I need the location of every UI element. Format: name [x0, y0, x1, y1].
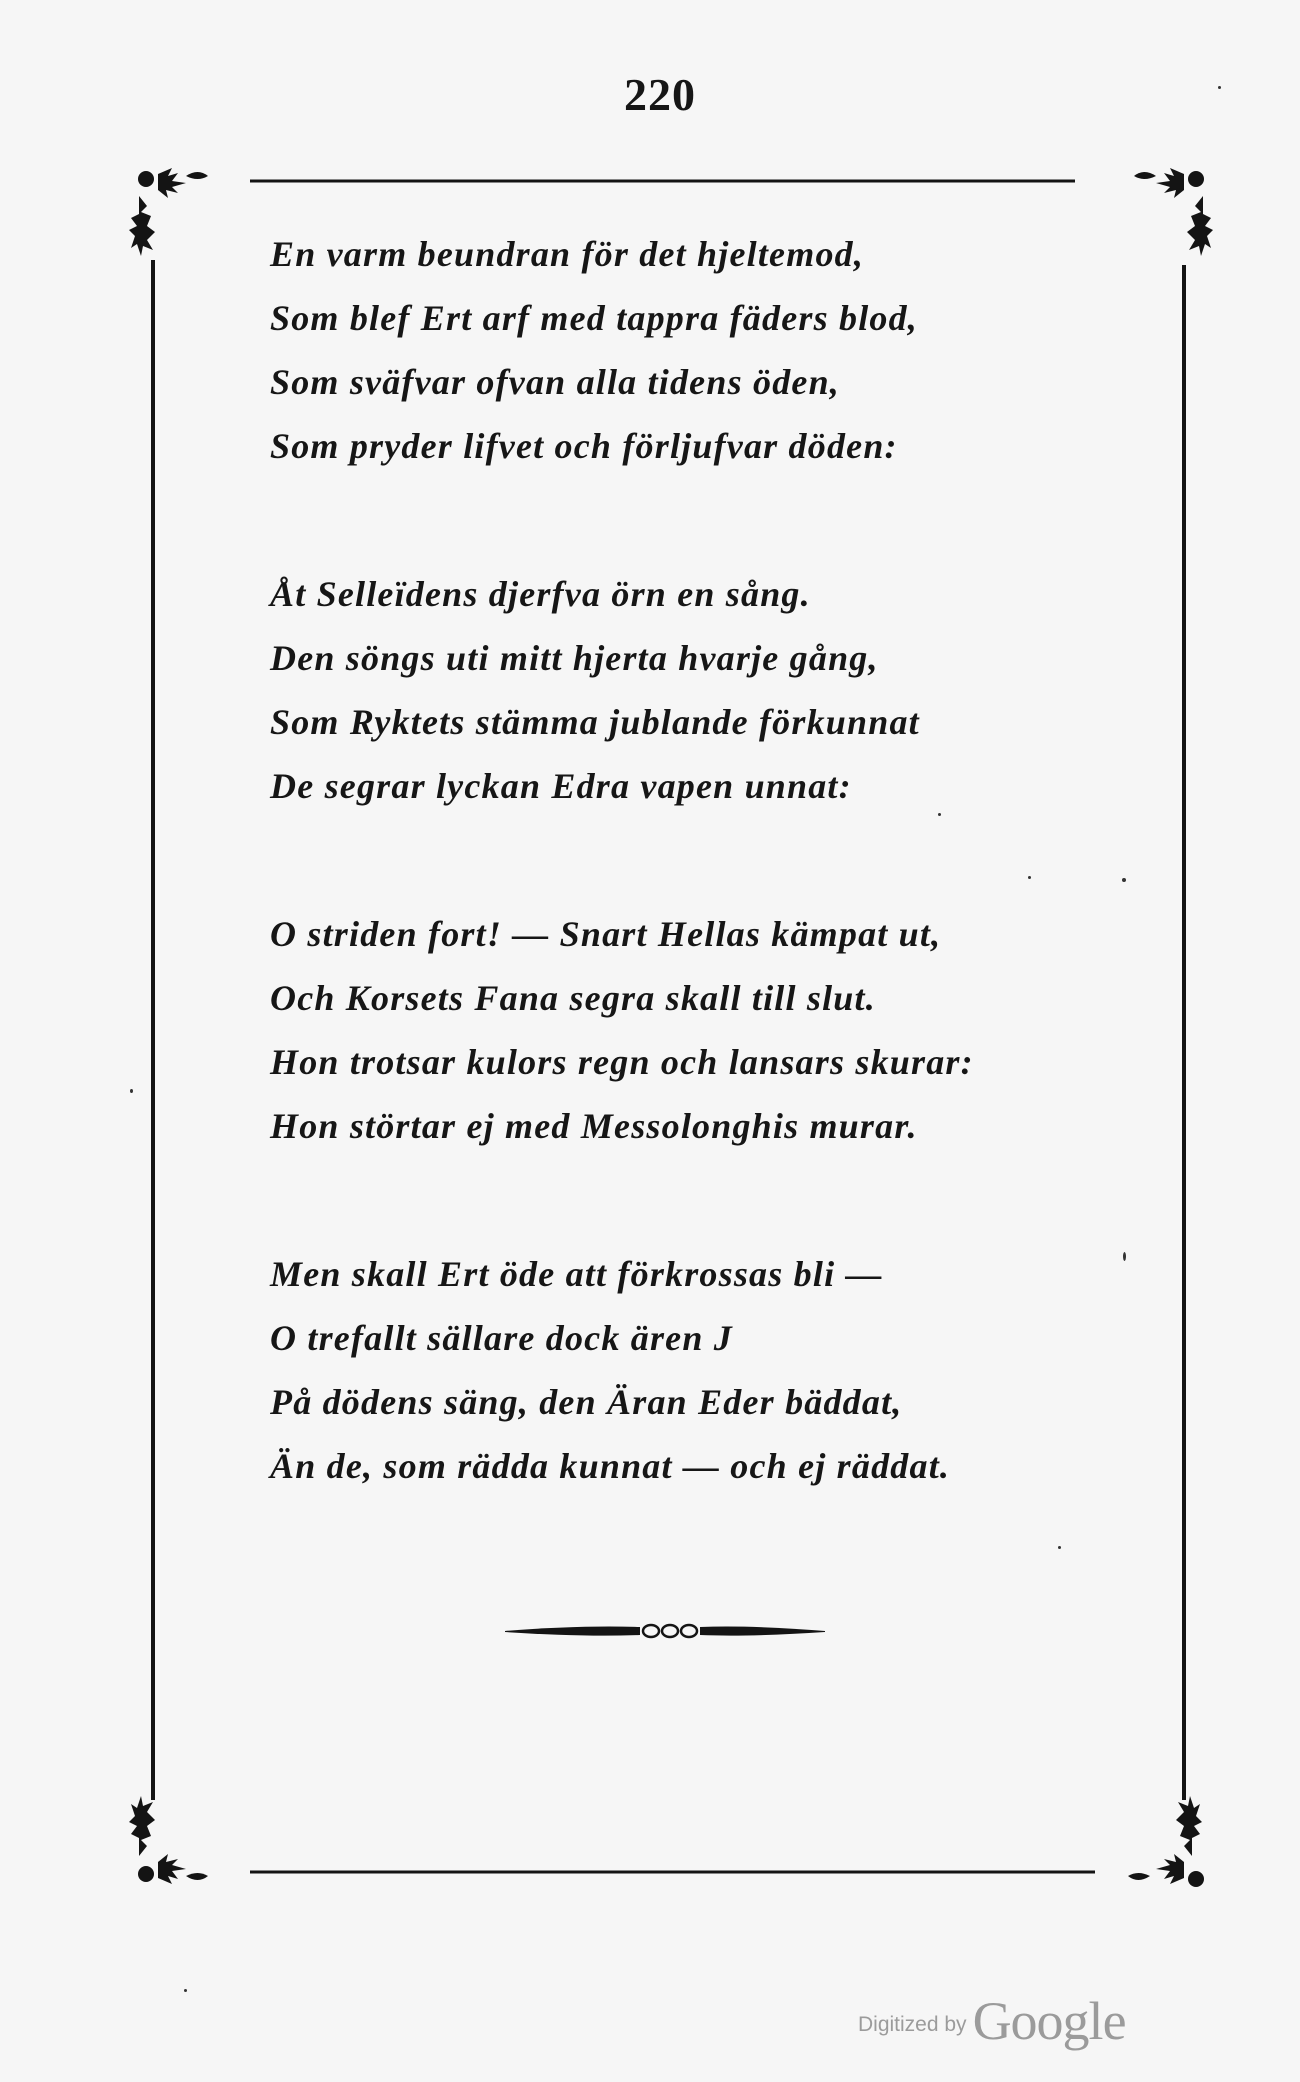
poem-line: Än de, som rädda kunnat — och ej räddat. — [270, 1446, 951, 1486]
poem-line: En varm beundran för det hjeltemod, — [270, 234, 865, 274]
digitized-by-google-watermark — [858, 1990, 1126, 2052]
poem-line: Hon trotsar kulors regn och lansars skurar: — [270, 1042, 974, 1082]
corner-ornament-bottom-left-icon — [129, 1796, 208, 1884]
scan-speck — [130, 1089, 133, 1093]
stanza — [270, 562, 1070, 818]
scan-speck — [938, 813, 941, 816]
scan-speck — [1122, 878, 1126, 882]
poem-line: Hon störtar ej med Messolonghis murar. — [270, 1106, 918, 1146]
poem-line: Den söngs uti mitt hjerta hvarje gång, — [270, 638, 879, 678]
corner-ornament-top-right-icon — [1134, 168, 1213, 256]
poem-line: Som Ryktets stämma jublande förkunnat — [270, 702, 920, 742]
poem-line: På dödens säng, den Äran Eder bäddat, — [270, 1382, 903, 1422]
poem-line: Som blef Ert arf med tappra fäders blod, — [270, 298, 918, 338]
scan-speck — [1028, 876, 1031, 879]
corner-ornament-bottom-right-icon — [1128, 1796, 1204, 1887]
watermark-prefix: Digitized by — [858, 2013, 967, 2036]
scan-speck — [1058, 1546, 1061, 1549]
poem-line: De segrar lyckan Edra vapen unnat: — [270, 766, 852, 806]
stanza — [270, 902, 1070, 1158]
poem-line: O striden fort! — Snart Hellas kämpat ut, — [270, 914, 942, 954]
poem-line: Och Korsets Fana segra skall till slut. — [270, 978, 876, 1018]
poem-line: O trefallt sällare dock ären J — [270, 1318, 733, 1358]
stanza — [270, 222, 1070, 478]
corner-ornament-top-left-icon — [129, 168, 208, 256]
scan-speck — [1123, 1252, 1126, 1261]
poem-line: Som sväfvar ofvan alla tidens öden, — [270, 362, 840, 402]
scan-speck — [184, 1989, 187, 1992]
poem-line: Åt Selleïdens djerfva örn en sång. — [270, 574, 811, 614]
poem — [270, 222, 1070, 1582]
poem-line: Men skall Ert öde att förkrossas bli — — [270, 1254, 883, 1294]
tailpiece-rule-icon — [505, 1625, 825, 1637]
scan-speck — [1218, 86, 1221, 89]
google-logo-text: Google — [972, 1991, 1126, 2051]
stanza — [270, 1242, 1070, 1498]
poem-line: Som pryder lifvet och förljufvar döden: — [270, 426, 898, 466]
page-number: 220 — [624, 69, 696, 120]
